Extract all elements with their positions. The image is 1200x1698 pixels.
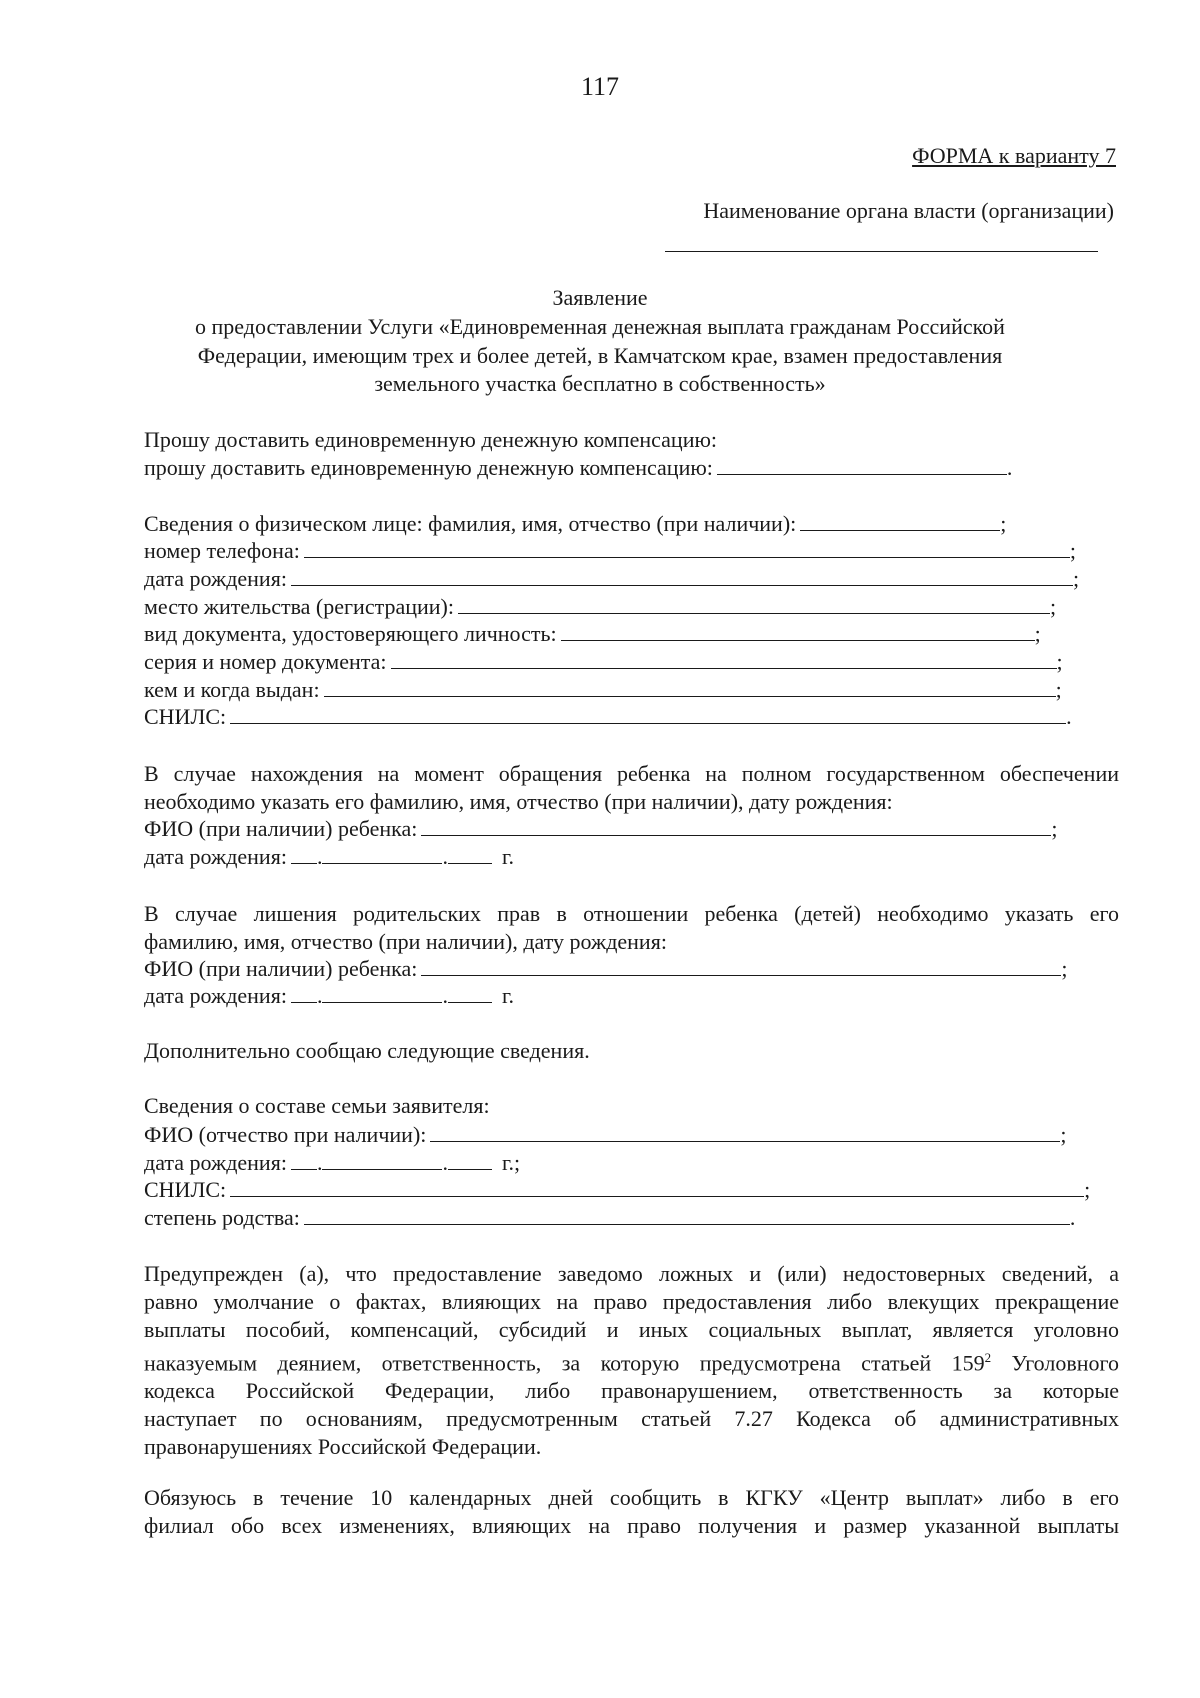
person-fio-row: Сведения о физическом лице: фамилия, имя, отчество (при наличии): ; bbox=[144, 511, 1007, 536]
doc-type-row: вид документа, удостоверяющего личность: ; bbox=[144, 621, 1041, 646]
deprivation-text: В случае лишения родительских прав в отношении ребенка (детей) необходимо указать его фамилию, имя, отчество (при наличии), дату рождения: bbox=[144, 901, 1119, 954]
snils-row: СНИЛС: . bbox=[144, 704, 1072, 729]
birth-fill[interactable] bbox=[291, 565, 1073, 586]
deprivation-day-fill[interactable] bbox=[291, 982, 317, 1003]
title-line-1: Заявление bbox=[552, 285, 648, 310]
birth-row: дата рождения: ; bbox=[144, 566, 1080, 591]
state-care-year-fill[interactable] bbox=[448, 843, 492, 864]
deprivation-month-fill[interactable] bbox=[322, 982, 442, 1003]
family-relation-row: степень родства: . bbox=[144, 1205, 1076, 1230]
family-fio-row: ФИО (отчество при наличии): ; bbox=[144, 1122, 1067, 1147]
state-care-day-fill[interactable] bbox=[291, 843, 317, 864]
doc-number-row: серия и номер документа: ; bbox=[144, 649, 1063, 674]
title-line-3: Федерации, имеющим трех и более детей, в Камчатском крае, взамен предоставления bbox=[197, 343, 1003, 368]
family-birth-row: дата рождения: . . г.; bbox=[144, 1150, 521, 1175]
state-care-fio-row: ФИО (при наличии) ребенка: ; bbox=[144, 816, 1058, 841]
obligation-paragraph: Обязуюсь в течение 10 календарных дней сообщить в КГКУ «Центр выплат» либо в его филиал обо всех изменениях, влияющих на право получения и размер указанной выплаты bbox=[144, 1485, 1119, 1538]
doc-number-fill[interactable] bbox=[391, 648, 1057, 669]
org-label: Наименование органа власти (организации) bbox=[703, 198, 1114, 223]
issued-row: кем и когда выдан: ; bbox=[144, 677, 1062, 702]
deprivation-fio-fill[interactable] bbox=[421, 955, 1061, 976]
additional-info-text: Дополнительно сообщаю следующие сведения. bbox=[144, 1038, 590, 1063]
family-month-fill[interactable] bbox=[322, 1149, 442, 1170]
phone-fill[interactable] bbox=[304, 537, 1070, 558]
family-fio-fill[interactable] bbox=[430, 1121, 1060, 1142]
family-header: Сведения о составе семьи заявителя: bbox=[144, 1093, 490, 1118]
residence-fill[interactable] bbox=[458, 593, 1050, 614]
family-relation-fill[interactable] bbox=[304, 1204, 1070, 1225]
state-care-fio-fill[interactable] bbox=[421, 815, 1051, 836]
request-line-1: Прошу доставить единовременную денежную компенсацию: bbox=[144, 427, 718, 452]
doc-type-fill[interactable] bbox=[561, 620, 1035, 641]
request-line-2: прошу доставить единовременную денежную компенсацию: . bbox=[144, 455, 1013, 480]
state-care-text: В случае нахождения на момент обращения ребенка на полном государственном обеспечении необходимо указать его фамилию, имя, отчество (при наличии), дату рождения: bbox=[144, 761, 1119, 814]
deprivation-fio-row: ФИО (при наличии) ребенка: ; bbox=[144, 956, 1068, 981]
title-line-4: земельного участка бесплатно в собственность» bbox=[374, 371, 826, 396]
deprivation-year-fill[interactable] bbox=[448, 982, 492, 1003]
family-day-fill[interactable] bbox=[291, 1149, 317, 1170]
snils-fill[interactable] bbox=[230, 703, 1066, 724]
request-fill[interactable] bbox=[717, 454, 1007, 475]
org-fill-line[interactable] bbox=[665, 251, 1098, 252]
warning-paragraph: Предупрежден (а), что предоставление заведомо ложных и (или) недостоверных сведений, а равно умолчание о фактах, влияющих на право предоставления либо влекущих прекращение выплаты пособий, компенсаций, субсидий и иных социальных выплат, является уголовно наказуемым деянием, ответственность, за которую предусмотрена статьей $159^2$ Уголовного кодекса Российской Федерации, либо правонарушением, ответственность за которые наступает по основаниям, предусмотренным статьей 7.27 Кодекса об административных правонарушениях Российской Федерации. bbox=[144, 1261, 1119, 1460]
issued-fill[interactable] bbox=[324, 676, 1056, 697]
state-care-birth-row: дата рождения: . . г. bbox=[144, 844, 514, 869]
form-label: ФОРМА к варианту 7 bbox=[912, 143, 1116, 168]
deprivation-birth-row: дата рождения: . . г. bbox=[144, 983, 514, 1008]
state-care-month-fill[interactable] bbox=[322, 843, 442, 864]
family-snils-row: СНИЛС: ; bbox=[144, 1177, 1091, 1202]
person-fio-fill[interactable] bbox=[800, 510, 1000, 531]
phone-row: номер телефона: ; bbox=[144, 538, 1076, 563]
family-year-fill[interactable] bbox=[448, 1149, 492, 1170]
title-line-2: о предоставлении Услуги «Единовременная денежная выплата гражданам Российской bbox=[195, 314, 1005, 339]
residence-row: место жительства (регистрации): ; bbox=[144, 594, 1057, 619]
family-snils-fill[interactable] bbox=[230, 1176, 1084, 1197]
page-number: 117 bbox=[580, 72, 620, 101]
